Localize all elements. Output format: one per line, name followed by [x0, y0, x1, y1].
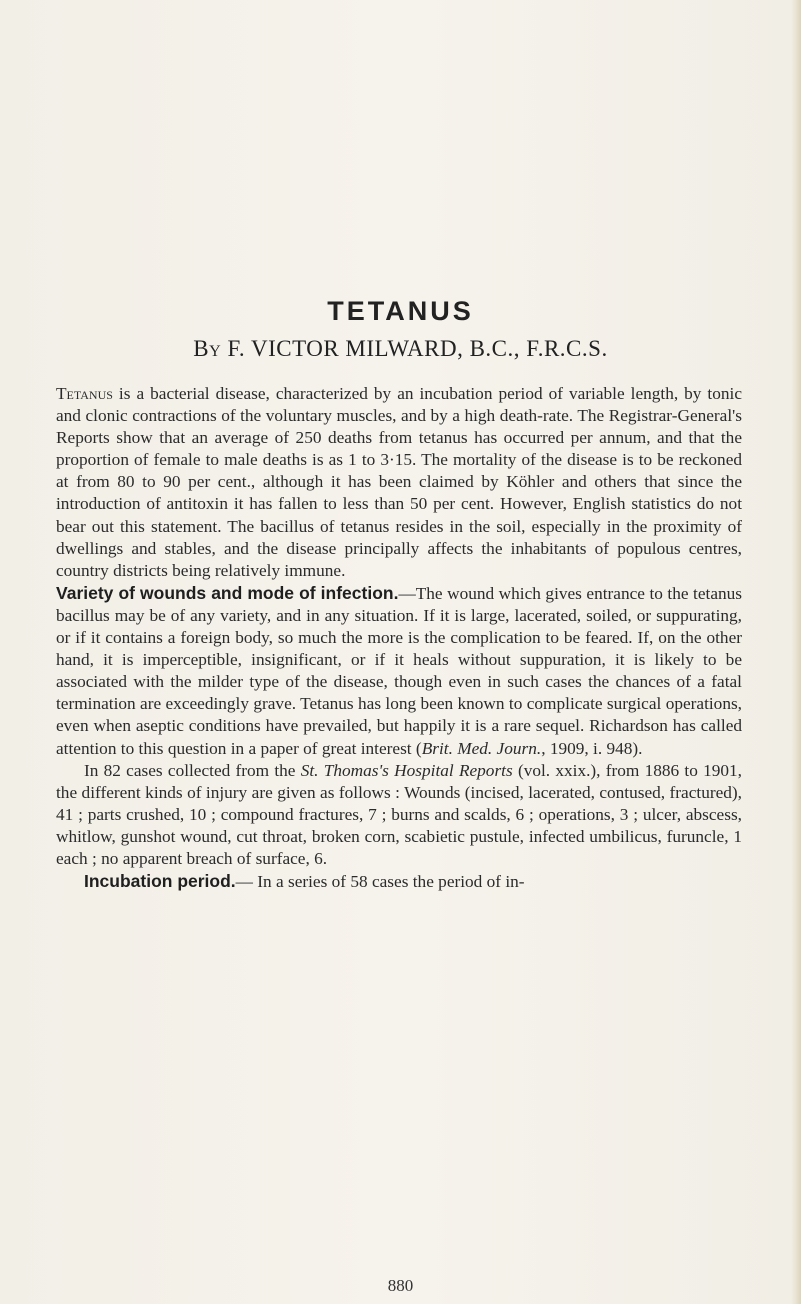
cases-text-2: (vol. xxix.), from 1886 to 1901, the different kinds of injury are given as follows : Wounds (incised, lacerated, contused, fractured), 41 ; parts crushed, 10 ; compound fractures, 7 ; burns and scalds, 6 ; operations, 3 ; ulcer, abscess, whitlow, gunshot wound, cut throat, broken corn, scabietic pustule, infected umbilicus, furuncle, 1 each ; no apparent breach of surface, 6.	[56, 760, 742, 868]
intro-lead-word: Tetanus	[56, 384, 113, 403]
wounds-text-2: , 1909, i. 948).	[541, 738, 643, 758]
wounds-text-1: —The wound which gives entrance to the tetanus bacillus may be of any variety, and in any situation. If it is large, lacerated, soiled, or suppurating, or if it contains a foreign body, so much the more is the complication to be feared. If, on the other hand, it is imperceptible, insignificant, or if it heals without suppuration, it is likely to be associated with the milder type of the disease, though even in such cases the chances of a fatal termination are exceedingly grave. Tetanus has long been known to complicate surgical operations, even when aseptic conditions have prevailed, but happily it is a rare sequel. Richardson has called attention to this question in a paper of great interest (	[56, 583, 742, 758]
incubation-text: — In a series of 58 cases the period of in-	[235, 872, 525, 892]
author-prefix: By	[193, 336, 222, 361]
intro-paragraph	[56, 383, 742, 582]
author-name: F. VICTOR MILWARD, B.C., F.R.C.S.	[227, 336, 608, 361]
article-title: TETANUS	[327, 296, 474, 326]
incubation-heading: Incubation period.	[84, 871, 236, 892]
article-body	[56, 383, 742, 893]
wounds-heading: Variety of wounds and mode of infection.	[56, 582, 399, 603]
cases-source: St. Thomas's Hospital Reports	[300, 760, 513, 780]
cases-text-1: In 82 cases collected from the	[84, 760, 301, 780]
cases-paragraph	[56, 760, 742, 870]
intro-text: is a bacterial disease, characterized by an incubation period of variable length, by tonic and clonic contractions of the voluntary muscles, and by a high death-rate. The Registrar-General's Reports show that an average of 250 deaths from tetanus has occurred per annum, and that the proportion of female to male deaths is as 1 to 3·15. The mortality of the disease is to be reckoned at from 80 to 90 per cent., although it has been claimed by Köhler and others that since the introduction of antitoxin it has fallen to less than 50 per cent. However, English statistics do not bear out this statement. The bacillus of tetanus resides in the soil, especially in the proximity of dwellings and stables, and the disease principally affects the inhabitants of populous centres, country districts being relatively immune.	[56, 384, 742, 580]
page-edge	[791, 0, 801, 1304]
wounds-citation: Brit. Med. Journ.	[421, 738, 542, 758]
incubation-paragraph	[56, 870, 742, 893]
author-byline	[0, 336, 801, 362]
wounds-paragraph	[56, 582, 742, 760]
page-number: 880	[387, 1276, 414, 1295]
